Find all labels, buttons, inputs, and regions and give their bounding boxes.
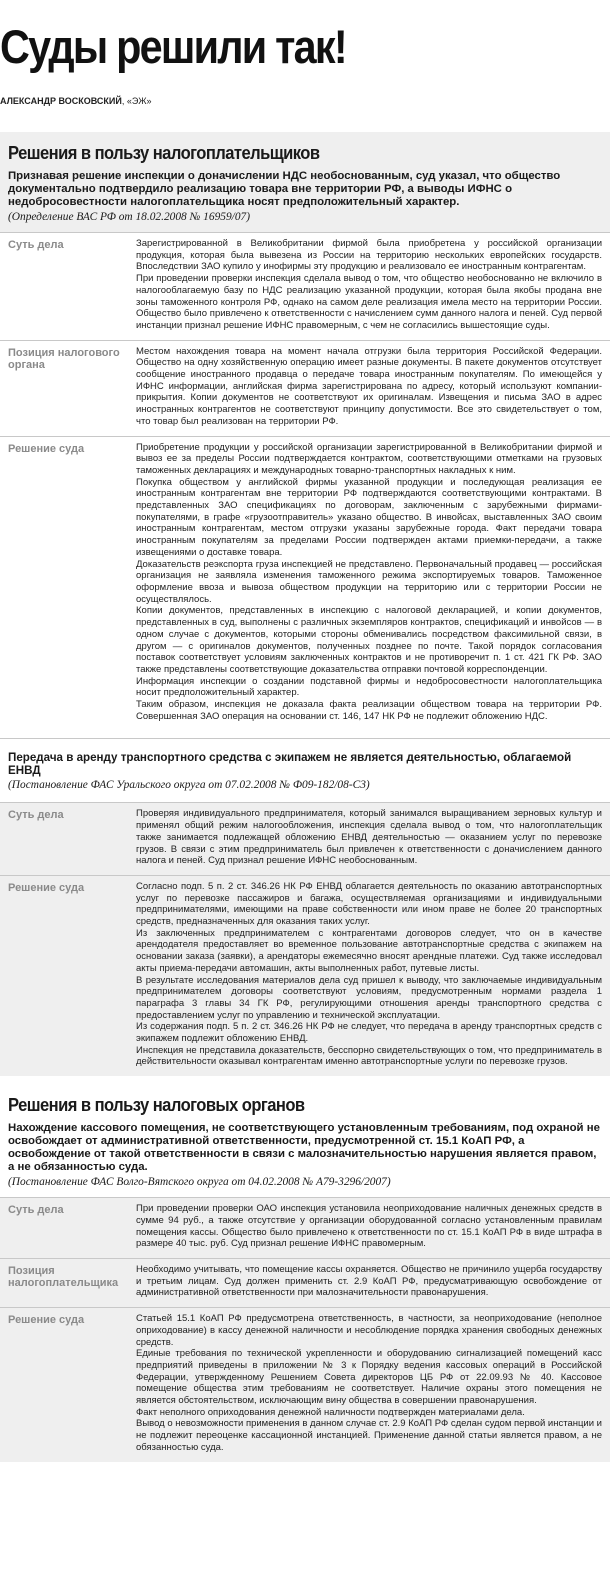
paragraph: При проведении проверки ОАО инспекция установила неоприходование наличных денежных средств в сумме 94 руб., а также отсутствие у организации оборудованной согласно установленным правилам помещения кассы. Общество было привлечено к ответственности по ст. 15.1 КоАП РФ в виде штрафа в размере 40 тыс. руб. Суд признал решение ИФНС правомерным. (136, 1203, 602, 1250)
paragraph: Вывод о невозможности применения в данном случае ст. 2.9 КоАП РФ сделан судом первой инстанции и не подлежит переоценке кассационной инстанцией. Применение данной статьи является правом, а не обязанностью суда. (136, 1418, 602, 1453)
author-name: АЛЕКСАНДР ВОСКОВСКИЙ (0, 96, 122, 106)
row-body (130, 341, 610, 436)
section-title: Решения в пользу налоговых органов (8, 1095, 305, 1116)
row-label: Решение суда (8, 442, 85, 455)
row-label: Решение суда (8, 881, 85, 894)
row-label: Решение суда (8, 1314, 85, 1327)
paragraph: Единые требования по технической укрепленности и оборудованию сигнализацией помещений касс предприятий приведены в приложении № 3 к Порядку ведения кассовых операций в Российской Федерации, утвержденному Решением Совета директоров ЦБ РФ от 22.09.93 № 40. Кассовое помещение общества этим требованиям не соответствует. Наличие охраны этого помещения не является обстоятельством, исключающим вину общества в совершении правонарушения. (136, 1348, 602, 1407)
row-body (130, 1198, 610, 1258)
paragraph: Доказательств реэкспорта груза инспекцией не представлено. Первоначальный продавец — российская организация не заявляла изменения таможенного режима экспортируемых товаров. Таможенное оформление ввоза и вывоза обществом продукции на территорию или с территории России не осуществлялось. (136, 558, 602, 605)
section2-header (0, 1076, 610, 1197)
table-row (0, 1307, 610, 1461)
row-body (130, 1259, 610, 1307)
paragraph: Инспекция не представила доказательств, бесспорно свидетельствующих о том, что предприниматель в действительности оказывал контрагентам именно автотранспортные услуги по перевозке грузов. (136, 1044, 602, 1068)
outlet-name: , «ЭЖ» (121, 96, 152, 106)
case-table (0, 232, 610, 730)
paragraph: В результате исследования материалов дела суд пришел к выводу, что заключаемые индивидуальным предпринимателем договоры соответствуют условиям, предусмотренным нормами раздела 1 параграфа 3 главы 34 ГК РФ, регулирующими отношения аренды транспортного средства с предоставлением услуг по управлению и технической эксплуатации. (136, 974, 602, 1021)
byline (0, 94, 610, 132)
row-label: Суть дела (8, 809, 64, 822)
paragraph: Покупка обществом у английской фирмы указанной продукции и последующая реализация ее иностранным контрагентам вне территории РФ подтверждаются соответствующими контрактами. В представленных ЗАО спецификациях по договорам, заключенным с зарубежными фирмами-покупателями, в графе «грузоотправитель» указано общество. В инвойсах, выставленных ЗАО своим иностранным контрагентам, местом отгрузки указаны зарубежные города. Факт передачи товара иностранным покупателям за пределами России подтвержден актами приемки-передачи, а также извещениями о доставке товара. (136, 476, 602, 558)
paragraph: Факт неполного оприходования денежной наличности подтвержден материалами дела. (136, 1406, 525, 1418)
case-reference: (Постановление ФАС Волго-Вятского округа от 04.02.2008 № А79-3296/2007) (8, 1176, 391, 1189)
paragraph: При проведении проверки инспекция сделала вывод о том, что общество необоснованно не включило в налогооблагаемую базу по НДС реализацию указанной продукции, которая была якобы продана вне зоны таможенного контроля РФ, однако на самом деле реализация имела место на территории России. Общество было привлечено к ответственности с начислением сумм данного налога и пеней. Суд первой инстанции признал решение ИФНС правомерным, с чем не согласились вышестоящие суды. (136, 273, 602, 331)
case-reference: (Постановление ФАС Уральского округа от 07.02.2008 № Ф09-182/08-С3) (8, 779, 370, 792)
section1-header (0, 132, 610, 232)
paragraph: Информация инспекции о создании подставной фирмы и недобросовестности налогоплательщика носит предположительный характер. (136, 675, 602, 699)
paragraph: Из заключенных предпринимателем с контрагентами договоров следует, что он в качестве арендодателя предоставляет во временное пользование автотранспортные средства с экипажем на основании заказа (заявки), а арендаторы ежемесячно вносят арендные платежи. Суд также исследовал акты приема-передачи автомашин, акты выполненных работ, путевые листы. (136, 927, 602, 974)
paragraph: Зарегистрированной в Великобритании фирмой была приобретена у российской организации продукция, которая была вывезена из России на территорию нескольких европейских государств. Впоследствии ЗАО купило у инофирмы эту продукцию и реализовало ее иностранным контрагентам. (136, 238, 602, 273)
table-row (0, 340, 610, 436)
table-row (0, 436, 610, 731)
paragraph: Согласно подп. 5 п. 2 ст. 346.26 НК РФ ЕНВД облагается деятельность по оказанию автотранспортных услуг по перевозке пассажиров и багажа, осуществляемая организациями и индивидуальными предпринимателями, имеющими на праве собственности или ином праве не более 20 транспортных средств, предназначенных для оказания таких услуг. (136, 880, 602, 928)
row-label: Суть дела (8, 239, 64, 251)
paragraph: Необходимо учитывать, что помещение кассы охраняется. Общество не причинило ущерба государству и третьим лицам. Суд должен применить ст. 2.9 КоАП РФ, предусматривающую освобождение от административной ответственности при малозначительности правонарушения. (136, 1264, 602, 1299)
paragraph: Проверяя индивидуального предпринимателя, который занимался выращиванием зерновых культур и применял общий режим налогообложения, инспекция сделала вывод о том, что налогоплательщик также занимается подлежащей обложению ЕНВД деятельностью — оказанием услуг по перевозке грузов. В связи с этим предприниматель был привлечен к ответственности с доначислением данного налога и пеней. Суд признал решение ИФНС необоснованным. (136, 808, 602, 867)
paragraph: Статьей 15.1 КоАП РФ предусмотрена ответственность, в частности, за неоприходование (неполное оприходование) в кассу денежной наличности и несоблюдение порядка хранения свободных денежных средств. (136, 1313, 602, 1348)
paragraph: Копии документов, представленных в инспекцию с налоговой декларацией, и копии документов, представленных в суд, выполнены с различных экземпляров контрактов, спецификаций и инвойсов — в одном случае с документов, которыми стороны обменивались посредством факсимильной связи, в другом — с оригиналов документов, полученных позднее по почте. Такой порядок согласования поставок соответствует условиям заключенных контрактов и не противоречит п. 1 ст. 421 ГК РФ. ЗАО также представлены соответствующие доказательства отправки почтовой корреспонденции. (136, 605, 602, 675)
row-body (130, 876, 610, 1076)
paragraph: Местом нахождения товара на момент начала отгрузки была территория Российской Федерации. Общество на одну хозяйственную операцию имеет разные документы. В пакете документов отсутствует сообщение иностранного продавца о передаче товара иностранным покупателям. По имеющейся у ИФНС информации, английская фирма зарегистрирована по адресу, который используют компании-прикрытия. Копии документов не соответствуют их оригиналам. Извещения и письма ЗАО в адрес иностранных контрагентов не соответствуют принципу допустимости. Все это свидетельствует о том, что товар был реализован на территории РФ. (136, 345, 602, 427)
case-table (0, 1197, 610, 1461)
case-reference: (Определение ВАС РФ от 18.02.2008 № 16959/07) (8, 211, 250, 223)
paragraph: Приобретение продукции у российской организации зарегистрированной в Великобритании фирмой и вывоз ее за пределы России подтверждается контрактом, соответствующими отметками на грузовых таможенных декларациях и международных товарно-транспортных накладных к ним. (136, 441, 602, 476)
row-body (130, 803, 610, 875)
paragraph: Таким образом, инспекция не доказала факта реализации обществом товара на территории РФ. Совершенная ЗАО операция на основании ст. 146, 147 НК РФ не подлежит обложению НДС. (136, 699, 602, 722)
table-row (0, 802, 610, 875)
page-title: Суды решили так! (0, 20, 346, 73)
row-body (130, 1308, 610, 1461)
case2-header (0, 738, 610, 802)
table-row (0, 1197, 610, 1258)
case-summary: Передача в аренду транспортного средства с экипажем не является деятельностью, облагаемой ЕНВД (8, 751, 572, 778)
case-table (0, 802, 610, 1076)
row-label: Суть дела (8, 1204, 64, 1217)
row-label: Позиция налогоплательщика (8, 1265, 119, 1289)
row-body (130, 233, 610, 340)
section-title: Решения в пользу налогоплательщиков (8, 143, 320, 163)
case-summary: Признавая решение инспекции о доначислении НДС необоснованным, суд указал, что общество документально подтвердило реализацию товара вне территории РФ, а выводы ИФНС о недобросовестности налогоплательщика носят предположительный характер. (8, 170, 561, 208)
table-row (0, 232, 610, 340)
case-summary: Нахождение кассового помещения, не соответствующего установленным требованиям, под охраной не освобождает от административной ответственности, предусмотренной ст. 15.1 КоАП РФ, а освобождение от такой ответственности в связи с малозначительностью нарушения является правом, а не обязанностью суда. (8, 1122, 600, 1174)
row-body (130, 437, 610, 731)
table-row (0, 1258, 610, 1307)
row-label: Позиция налогового органа (8, 346, 120, 371)
paragraph: Из содержания подп. 5 п. 2 ст. 346.26 НК РФ не следует, что передача в аренду транспортных средств с экипажем подлежит обложению ЕНВД. (136, 1021, 602, 1045)
table-row (0, 875, 610, 1076)
